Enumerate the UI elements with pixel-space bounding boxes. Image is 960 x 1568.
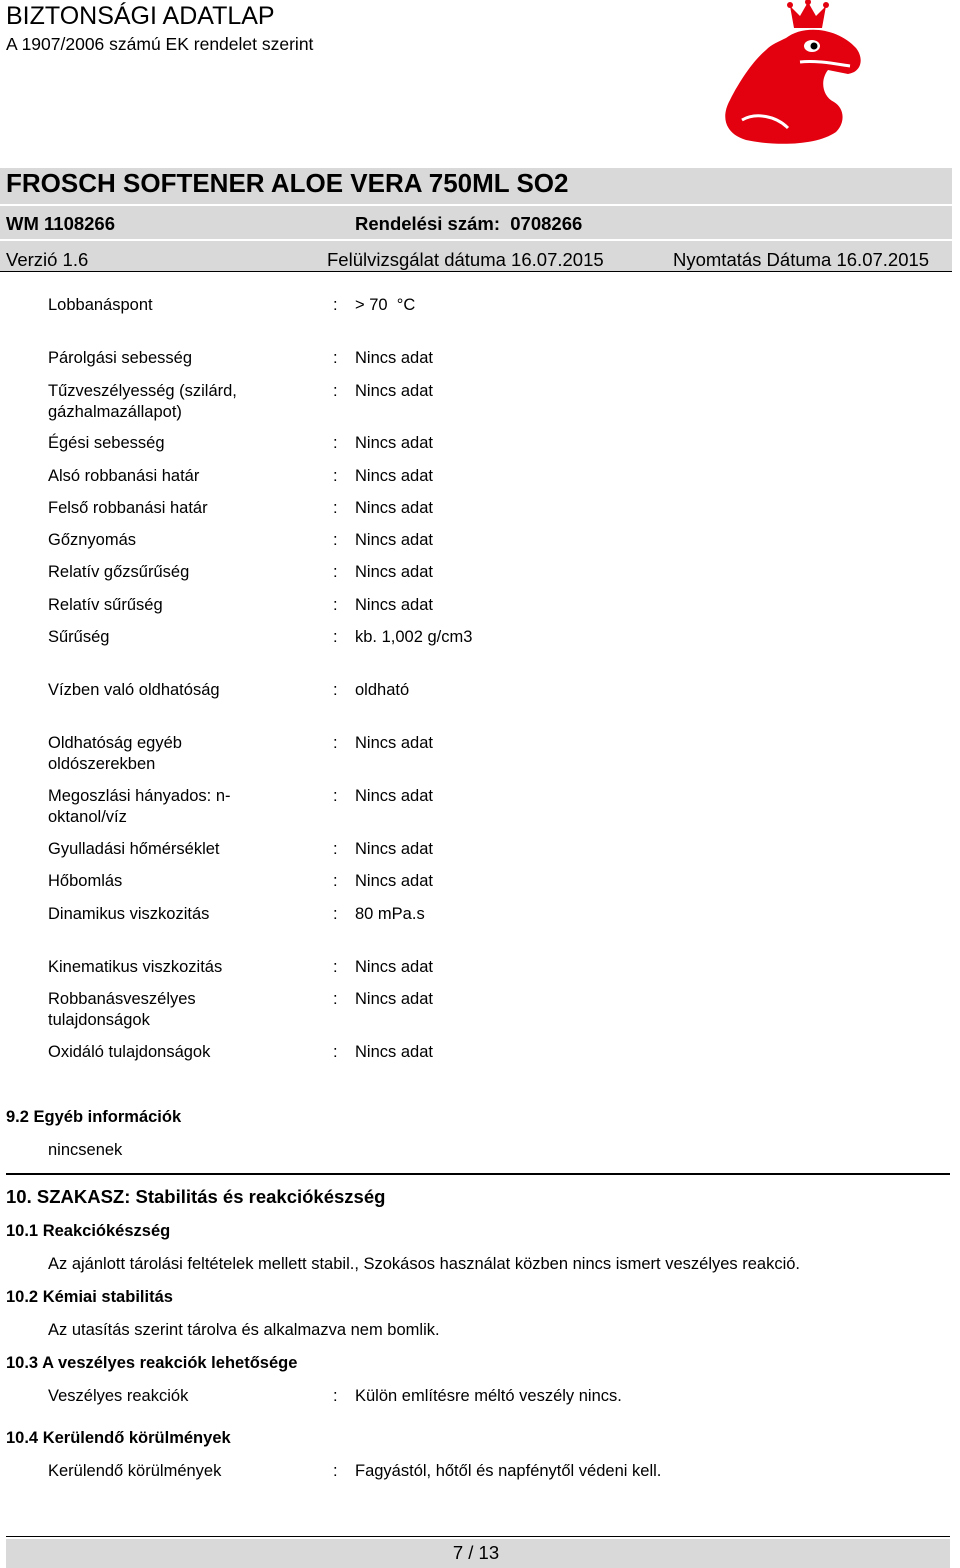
property-value: Nincs adat [355,734,433,752]
property-label: Tűzveszélyesség (szilárd, gázhalmazállapot) [48,382,237,421]
property-colon: : [333,1462,338,1480]
property-value: oldható [355,681,410,699]
property-value: kb. 1,002 g/cm3 [355,628,473,646]
hazardous-reactions-label: Veszélyes reakciók [48,1387,189,1405]
property-label: Gőznyomás [48,531,137,549]
product-name: FROSCH SOFTENER ALOE VERA 750ML SO2 [6,168,569,198]
property-colon: : [333,382,338,400]
property-colon: : [333,1043,338,1061]
footer-divider [6,1536,950,1537]
property-value: Nincs adat [355,434,433,452]
section-10-2-text: Az utasítás szerint tárolva és alkalmazva nem bomlik. [48,1321,440,1339]
property-label: Égési sebesség [48,434,165,452]
property-colon: : [333,563,338,581]
property-value: Nincs adat [355,499,433,517]
property-label: Vízben való oldhatóság [48,681,220,699]
property-label: Felső robbanási határ [48,499,208,517]
version: Verzió 1.6 [6,249,89,270]
property-label: Oldhatóság egyéb oldószerekben [48,734,182,773]
property-colon: : [333,434,338,452]
property-label: Lobbanáspont [48,296,153,314]
property-value: Nincs adat [355,467,433,485]
property-label: Kinematikus viszkozitás [48,958,223,976]
property-colon: : [333,1387,338,1405]
property-colon: : [333,872,338,890]
property-colon: : [333,734,338,752]
conditions-to-avoid-value: Fagyástól, hőtől és napfénytől védeni kell. [355,1462,662,1480]
property-label: Oxidáló tulajdonságok [48,1043,211,1061]
property-value: Nincs adat [355,531,433,549]
property-colon: : [333,349,338,367]
property-value: Nincs adat [355,872,433,890]
property-value: Nincs adat [355,563,433,581]
property-colon: : [333,840,338,858]
property-colon: : [333,467,338,485]
section-10-1-text: Az ajánlott tárolási feltételek mellett stabil., Szokásos használat közben nincs ismert veszélyes reakció. [48,1255,801,1273]
property-value: Nincs adat [355,990,433,1008]
property-value: Nincs adat [355,840,433,858]
page-number: 7 / 13 [452,1542,500,1563]
property-colon: : [333,958,338,976]
property-value: Nincs adat [355,382,433,400]
section-10-3-heading: 10.3 A veszélyes reakciók lehetősége [6,1354,298,1372]
property-label: Relatív sűrűség [48,596,163,614]
hazardous-reactions-value: Külön említésre méltó veszély nincs. [355,1387,622,1405]
property-value: > 70 °C [355,296,416,314]
property-label: Relatív gőzsűrűség [48,563,190,581]
property-label: Gyulladási hőmérséklet [48,840,220,858]
section-10-1-heading: 10.1 Reakciókészség [6,1222,171,1240]
property-colon: : [333,628,338,646]
property-label: Robbanásveszélyes tulajdonságok [48,990,196,1029]
property-label: Hőbomlás [48,872,123,890]
wm-number: WM 1108266 [6,213,116,234]
property-value: Nincs adat [355,1043,433,1061]
property-value: Nincs adat [355,349,433,367]
revision-date: Felülvizsgálat dátuma 16.07.2015 [327,249,604,270]
print-date: Nyomtatás Dátuma 16.07.2015 [673,249,930,270]
property-label: Párolgási sebesség [48,349,193,367]
section-divider [6,1173,950,1175]
property-colon: : [333,596,338,614]
property-colon: : [333,681,338,699]
document-subtitle: A 1907/2006 számú EK rendelet szerint [6,34,314,54]
section-9-2-text: nincsenek [48,1141,123,1159]
property-colon: : [333,531,338,549]
frosch-frog-crown-logo [716,0,866,150]
section-10-4-heading: 10.4 Kerülendő körülmények [6,1429,231,1447]
property-value: Nincs adat [355,787,433,805]
property-value: Nincs adat [355,596,433,614]
property-label: Megoszlási hányados: n-oktanol/víz [48,787,231,826]
property-colon: : [333,499,338,517]
document-title: BIZTONSÁGI ADATLAP [6,2,275,30]
property-colon: : [333,905,338,923]
property-label: Dinamikus viszkozitás [48,905,210,923]
property-value: 80 mPa.s [355,905,425,923]
property-label: Alsó robbanási határ [48,467,200,485]
section-9-2-heading: 9.2 Egyéb információk [6,1108,182,1126]
section-10-heading: 10. SZAKASZ: Stabilitás és reakciókészség [6,1186,386,1207]
conditions-to-avoid-label: Kerülendő körülmények [48,1462,222,1480]
property-colon: : [333,296,338,314]
section-10-2-heading: 10.2 Kémiai stabilitás [6,1288,173,1306]
order-number: Rendelési szám: 0708266 [355,213,583,234]
property-colon: : [333,990,338,1008]
property-label: Sűrűség [48,628,110,646]
property-colon: : [333,787,338,805]
property-value: Nincs adat [355,958,433,976]
